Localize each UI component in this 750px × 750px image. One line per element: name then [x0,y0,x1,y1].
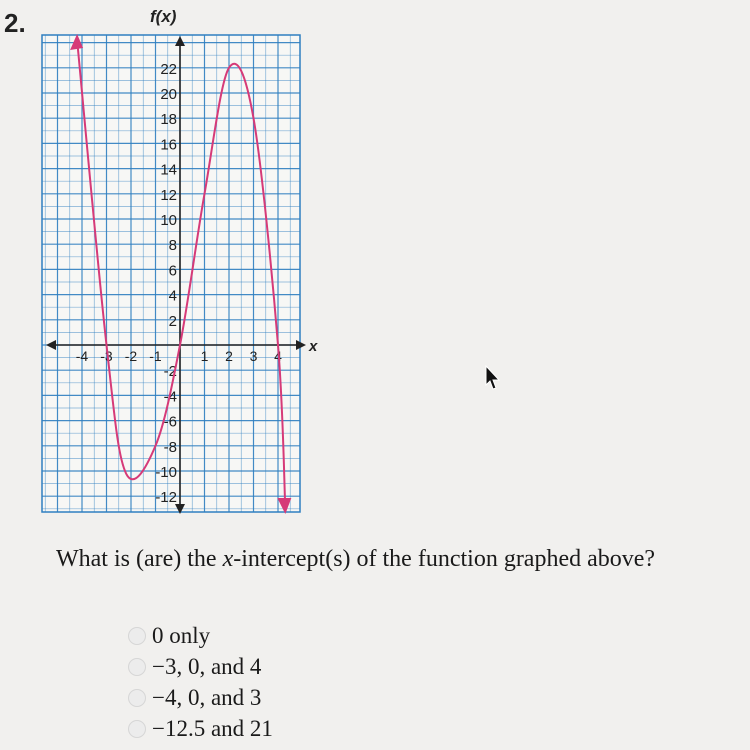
y-tick-label: 4 [168,287,177,305]
y-tick-label: 16 [160,136,177,154]
y-tick-label: -6 [163,413,177,431]
y-tick-label: 6 [168,262,177,280]
y-tick-label: -12 [155,489,177,507]
radio-button[interactable] [128,627,146,645]
y-tick-label: -8 [163,438,177,456]
question-text-before: What is (are) the [56,546,223,572]
y-axis-label: f(x) [150,7,177,26]
question-text [56,546,655,573]
y-tick-label: 20 [160,86,177,103]
answer-choices [128,620,273,744]
choice-label: 0 only [152,622,211,648]
choice-neg4-0-3[interactable] [128,682,273,713]
choice-0-only[interactable] [128,620,273,651]
choice-neg12-5-and-21[interactable] [128,713,273,744]
x-tick-label: -4 [75,348,89,364]
y-tick-label: 22 [160,60,177,78]
x-tick-label: 2 [225,348,233,364]
x-tick-label: -1 [149,348,162,364]
y-tick-label: 12 [160,186,177,204]
question-variable: x [222,546,234,572]
x-axis-right-arrow-icon [296,340,306,350]
x-tick-label: 1 [200,348,209,364]
y-tick-label: 2 [168,312,177,330]
choice-neg3-0-4[interactable] [128,651,273,682]
radio-button[interactable] [128,689,146,707]
y-tick-label: 18 [160,111,177,129]
y-tick-label: 14 [160,161,177,179]
x-tick-label: -2 [124,348,138,364]
mouse-pointer-icon [485,365,501,391]
x-tick-label: 4 [274,348,282,364]
radio-button[interactable] [128,720,146,738]
choice-label: −3, 0, and 4 [152,653,262,679]
x-axis-label: x [309,338,318,355]
question-text-after: -intercept(s) of the function graphed above? [233,546,656,572]
x-tick-label: 3 [249,348,258,364]
y-tick-label: -4 [163,388,177,406]
x-tick-label: -3 [100,348,113,364]
y-tick-label: 10 [160,212,177,229]
choice-label: −12.5 and 21 [152,715,273,741]
y-tick-label: 8 [168,237,177,255]
y-tick-label: -2 [163,363,177,381]
radio-button[interactable] [128,658,146,676]
question-number: 2. [4,8,26,38]
y-tick-label: -10 [155,464,177,481]
choice-label: −4, 0, and 3 [152,684,262,710]
